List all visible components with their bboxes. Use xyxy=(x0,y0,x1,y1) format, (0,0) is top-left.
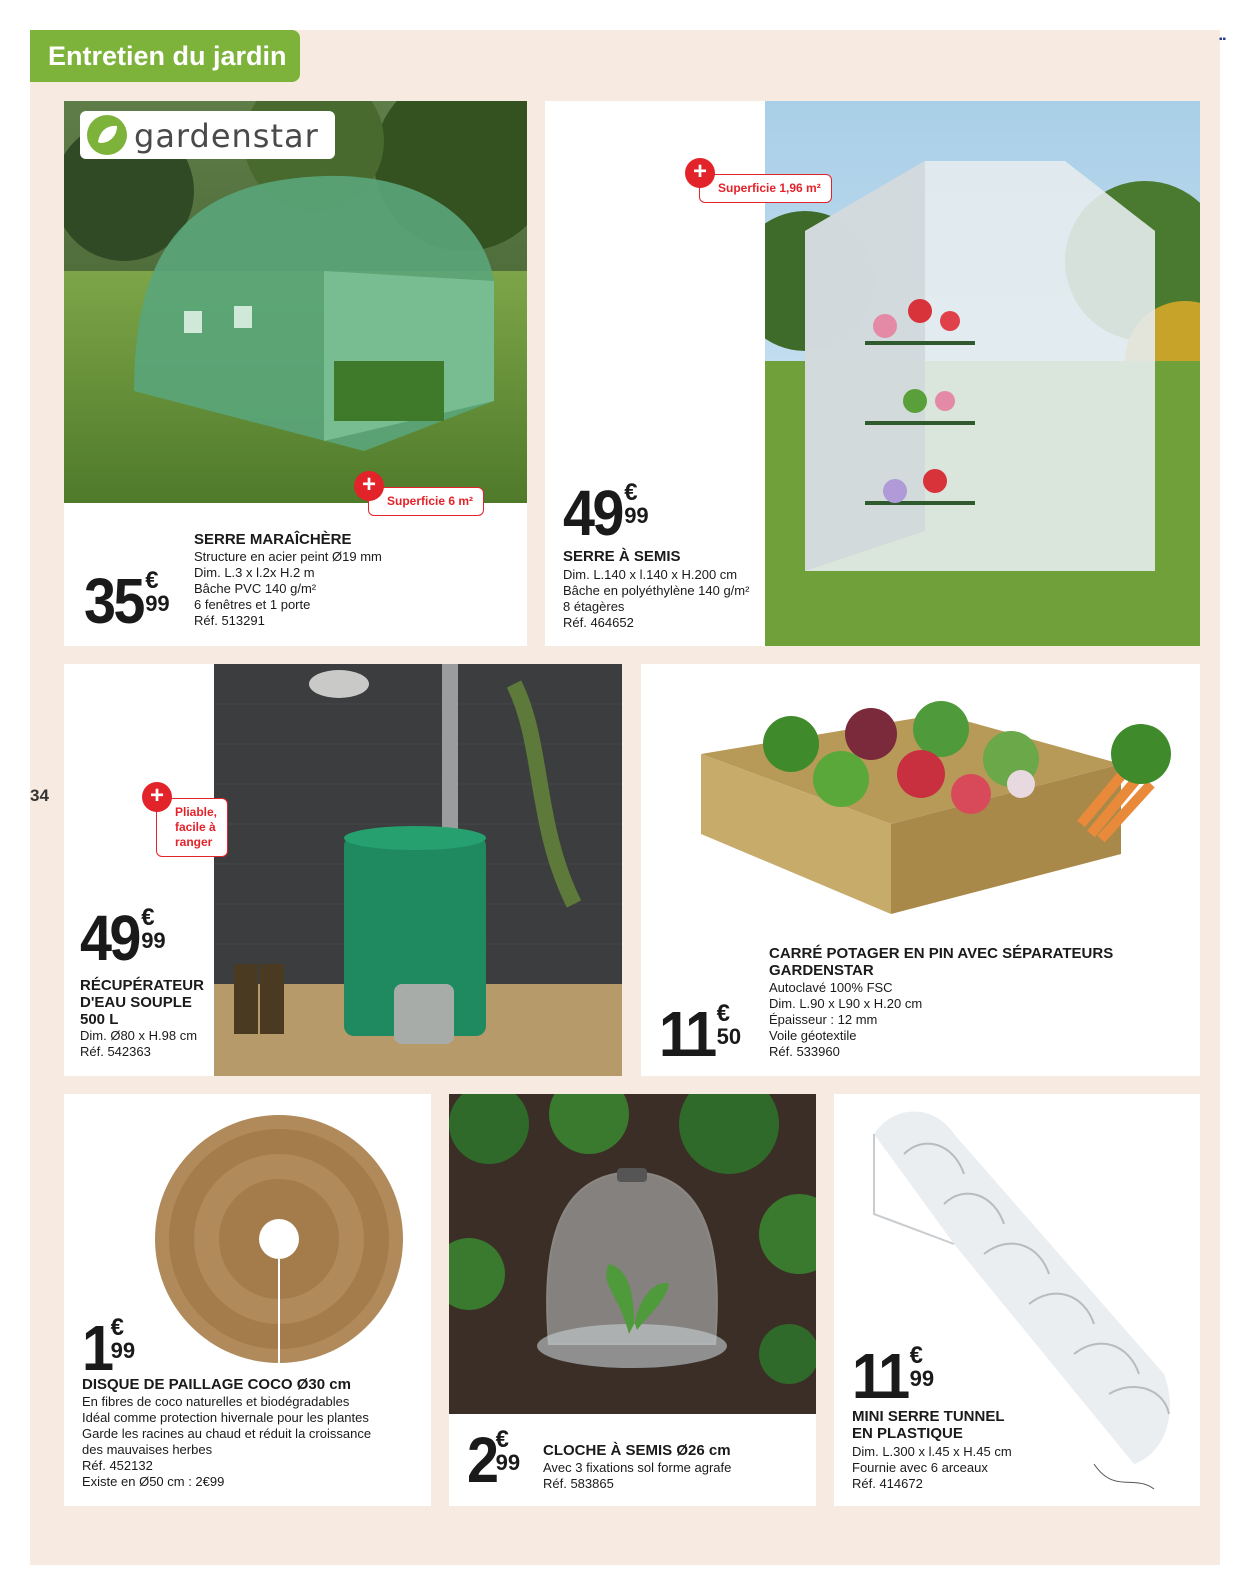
page-number: 34 xyxy=(30,786,49,805)
serre-maraichere-photo xyxy=(64,101,527,503)
carre-potager-price: 11 € 50 xyxy=(659,998,742,1070)
recuperateur-price: 49 € 99 xyxy=(80,902,166,974)
recuperateur-photo xyxy=(214,664,622,1076)
brand-logo-text: gardenstar xyxy=(134,117,319,155)
cloche-semis-price: 2 € 99 xyxy=(467,1424,521,1496)
serre-semis-details: Dim. L.140 x l.140 x H.200 cm Bâche en polyéthylène 140 g/m² 8 étagères Réf. 464652 xyxy=(563,567,750,630)
product-card-carre-potager[interactable] xyxy=(641,664,1200,1076)
plus-icon: + xyxy=(354,471,384,501)
product-card-serre-maraichere[interactable]: gardenstar + Superficie 6 m² 35 € 99 SERRE MARAÎCHÈRE Structure en acier peint Ø19 mm Dim. L.3 x l.2x H.2 m Bâche PVC 140 g/m² 6 fenêtres et 1 porte Réf. 513291 xyxy=(64,101,527,646)
product-card-cloche-semis[interactable] xyxy=(449,1094,816,1506)
disque-paillage-photo xyxy=(154,1114,404,1364)
mini-serre-price: 11 € 99 xyxy=(852,1340,935,1412)
product-card-recuperateur[interactable]: + Pliable, facile à ranger 49 € 99 RÉCUPÉRATEUR D'EAU SOUPLE 500 L Dim. Ø80 x H.98 cm Réf. 542363 xyxy=(64,664,622,1076)
cloche-semis-details: Avec 3 fixations sol forme agrafe Réf. 583865 xyxy=(543,1460,732,1491)
serre-maraichere-details: Structure en acier peint Ø19 mm Dim. L.3 x l.2x H.2 m Bâche PVC 140 g/m² 6 fenêtres et 1 porte Réf. 513291 xyxy=(194,549,382,628)
carre-potager-photo xyxy=(691,674,1171,944)
plus-icon: + xyxy=(142,782,172,812)
serre-semis-price: 49 € 99 xyxy=(563,477,649,549)
serre-semis-title: SERRE À SEMIS xyxy=(563,548,681,565)
gardenstar-logo xyxy=(80,111,335,159)
product-card-mini-serre[interactable] xyxy=(834,1094,1200,1506)
plus-icon: + xyxy=(685,158,715,188)
carre-potager-title: CARRÉ POTAGER EN PIN AVEC SÉPARATEURS GARDENSTAR xyxy=(769,945,1114,979)
leaf-icon xyxy=(86,114,128,156)
recuperateur-details: Dim. Ø80 x H.98 cm Réf. 542363 xyxy=(80,1028,198,1059)
serre-maraichere-price: 35 € 99 xyxy=(84,565,170,637)
recuperateur-title: RÉCUPÉRATEUR D'EAU SOUPLE 500 L xyxy=(80,977,204,1028)
cloche-semis-title: CLOCHE À SEMIS Ø26 cm xyxy=(543,1442,731,1459)
disque-paillage-details: En fibres de coco naturelles et biodégradables Idéal comme protection hivernale pour les plantes Garde les racines au chaud et réduit la croissance des mauvaises herbes Réf. 452132 Existe en Ø50 cm : 2€99 xyxy=(82,1394,372,1489)
corner-mark: ▪▪ xyxy=(1219,34,1227,45)
carre-potager-details: Autoclavé 100% FSC Dim. L.90 x L90 x H.20 cm Épaisseur : 12 mm Voile géotextile Réf. 533960 xyxy=(769,980,923,1059)
serre-maraichere-title: SERRE MARAÎCHÈRE xyxy=(194,531,352,548)
disque-paillage-title: DISQUE DE PAILLAGE COCO Ø30 cm xyxy=(82,1376,351,1393)
product-card-disque-paillage[interactable] xyxy=(64,1094,431,1506)
product-card-serre-semis[interactable]: + Superficie 1,96 m² 49 € 99 SERRE À SEMIS Dim. L.140 x l.140 x H.200 cm Bâche en polyéthylène 140 g/m² 8 étagères Réf. 464652 xyxy=(545,101,1200,646)
mini-serre-details: Dim. L.300 x l.45 x H.45 cm Fournie avec 6 arceaux Réf. 414672 xyxy=(852,1444,1012,1491)
mini-serre-title: MINI SERRE TUNNEL EN PLASTIQUE xyxy=(852,1408,1005,1442)
cloche-semis-photo xyxy=(449,1094,816,1414)
disque-paillage-price: 1 € 99 xyxy=(82,1312,136,1384)
section-title: Entretien du jardin xyxy=(30,30,300,82)
